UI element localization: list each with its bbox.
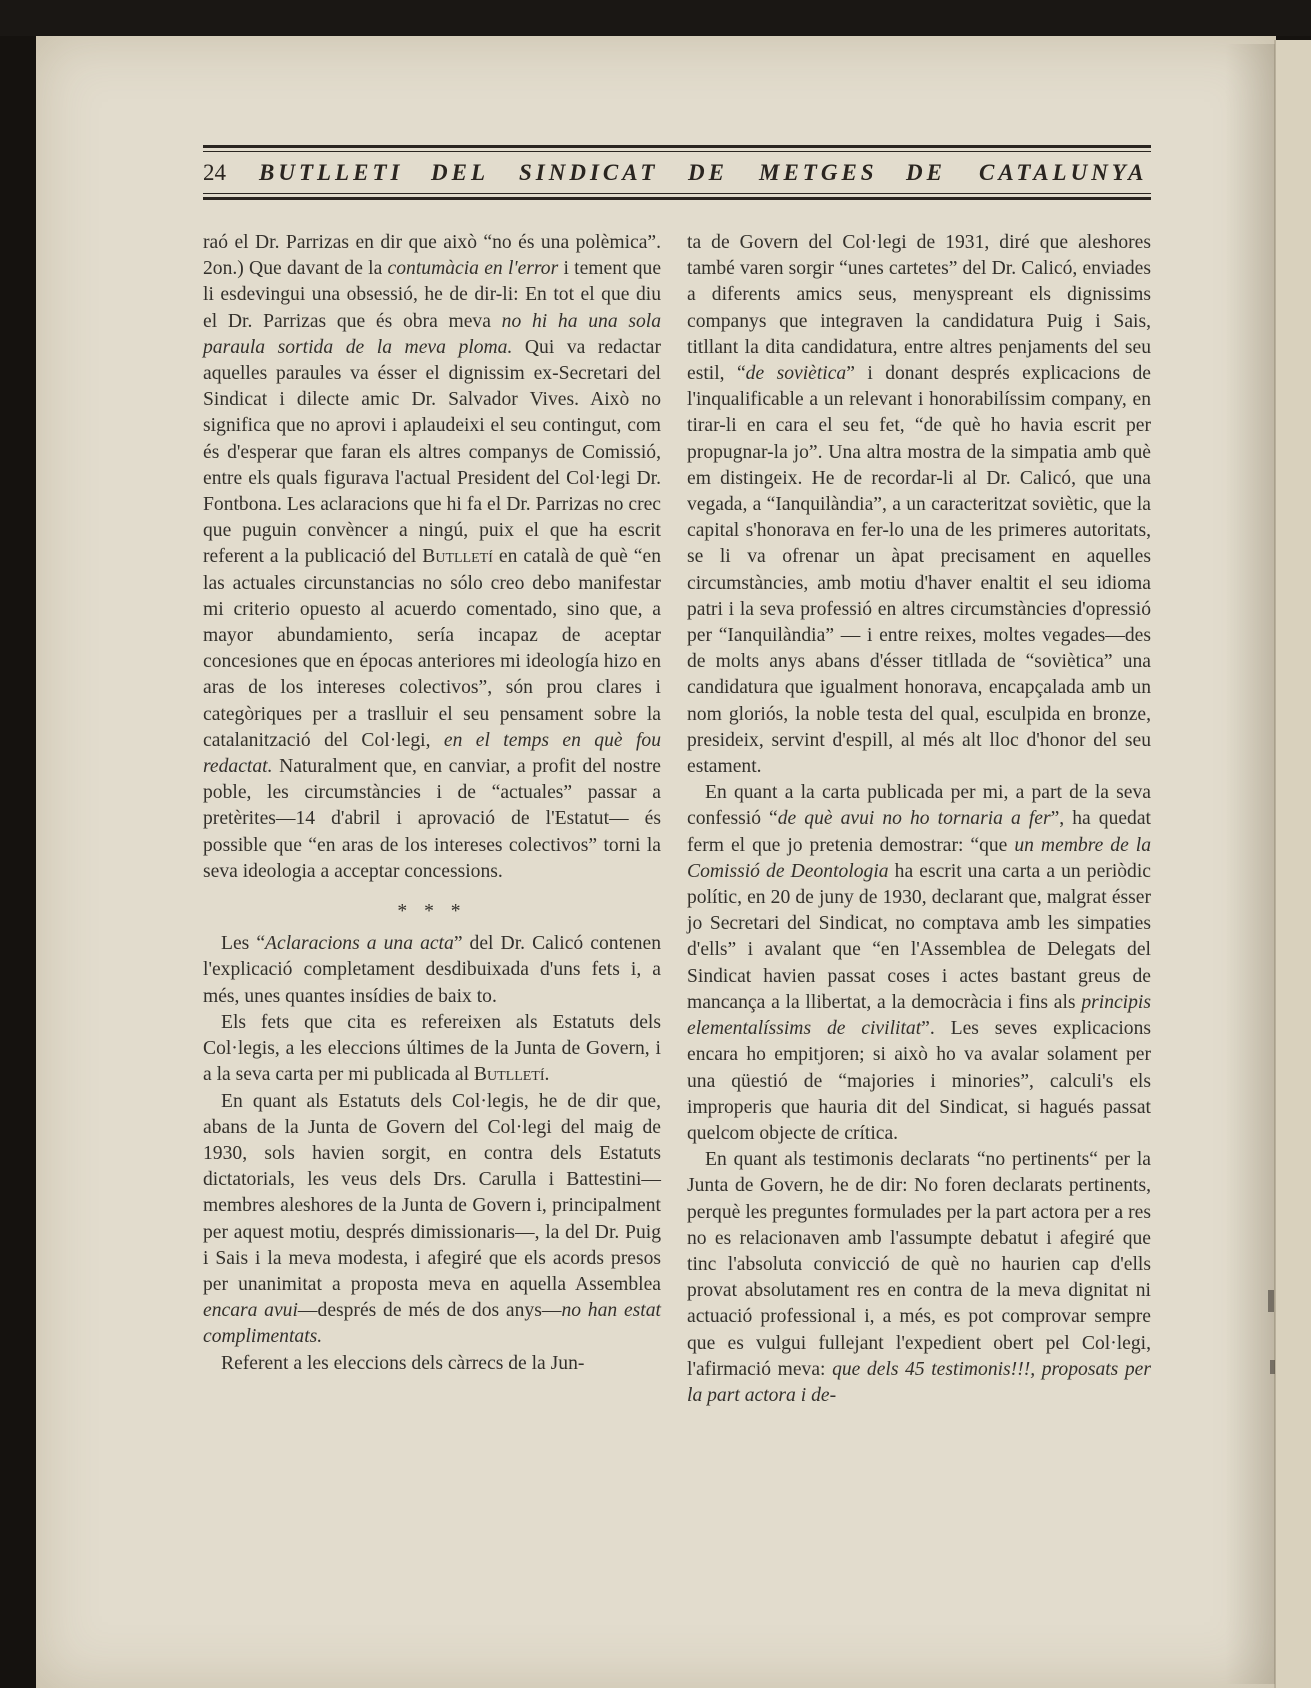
page-number: 24	[203, 160, 226, 185]
header-word-del: DEL	[431, 160, 489, 185]
right-column	[687, 230, 1151, 1409]
next-page-edge	[1274, 40, 1311, 1688]
header-word-catalunya: CATALUNYA	[979, 160, 1148, 185]
right-paragraph-1: ta de Govern del Col·legi de 1931, diré que aleshores també varen sorgir “unes cartetes” del Dr. Calicó, enviades a diferents amics seus, menyspreant els dignissims companys que integraven la candidatura Puig i Sais, titllant la dita candidatura, entre altres penjaments del seu estil, “de soviètica” i donant després explicacions de l'inqualificable a un relevant i honorabilíssim company, en tirar-li en cara el seu fet, “de què ho havia escrit per propugnar-la jo”. Una altra mostra de la simpatia amb què em distingeix. He de recordar-li al Dr. Calicó, que una vegada, a “Ianquilàndia”, a un caracteritzat soviètic, que la capital s'honorava en fer-lo una de les primeres autoritats, se li va ofrenar un àpat precisament en aquelles circumstàncies, amb motiu d'haver enaltit el seu idioma patri i la seva professió en altres circumstàncies d'opressió per “Ianquilàndia” — i entre reixes, moltes vegades—des de molts anys abans d'ésser titllada de “soviètica” una candidatura que igualment honorava, encapçalada amb un nom gloriós, la noble testa del qual, esculpida en bronze, presideix, servint d'espill, al més alt lloc d'honor del seu estament.	[687, 232, 1151, 778]
scan-background-top	[0, 0, 1311, 36]
section-separator: * * *	[397, 901, 467, 923]
left-column	[203, 230, 661, 1377]
header-word-butlleti: BUTLLETI	[259, 160, 404, 185]
left-paragraph-5: Referent a les eleccions dels càrrecs de la Jun-	[221, 1352, 585, 1374]
margin-mark-2	[1270, 1360, 1275, 1374]
right-paragraph-2: En quant a la carta publicada per mi, a part de la seva confessió “de què avui no ho tornaria a fer”, ha quedat ferm el que jo pretenia demostrar: “que un membre de la Comissió de Deontologia ha escrit una carta a un periòdic polític, en 20 de juny de 1930, declarant que, malgrat ésser jo Secretari del Sindicat, no comptava amb les simpaties d'ells” i avalant que “en l'Assemblea de Delegats del Sindicat havien passat coses i actes bastant greus de mancança a la llibertat, a la democràcia i fins als principis elementalíssims de civilitat”. Les seves explicacions encara ho empitjoren; si això ho va avalar solament per una qüestió de “majories i minories”, calculi's els improperis que hauria dit del Sindicat, si hagués passat quelcom objecte de crítica.	[687, 782, 1151, 1144]
header-rule-top-thin	[203, 151, 1151, 152]
left-paragraph-3: Els fets que cita es refereixen als Estatuts dels Col·legis, a les eleccions últimes de la Junta de Govern, i a la seva carta per mi publicada al Butlletí.	[203, 1011, 661, 1086]
right-paragraph-3: En quant als testimonis declarats “no pertinents“ per la Junta de Govern, he de dir: No foren declarats pertinents, perquè les preguntes formulades per la part actora per a res no es relacionaven amb l'assumpte debatut i afegiré que tinc l'absoluta convicció de què no haurien cap d'ells provat absolutament res en contra de la meva dignitat ni actuació professional i, a més, es pot comprovar sempre que es vulgui fullejant l'expedient obert pel Col·legi, l'afirmació meva: que dels 45 testimonis!!!, proposats per la part actora i de-	[687, 1149, 1151, 1406]
header-word-de-1: DE	[688, 160, 728, 185]
header-rule-top-thick	[203, 145, 1151, 148]
page-gutter-shadow	[1225, 44, 1275, 1684]
running-header	[203, 158, 1151, 192]
left-paragraph-4: En quant als Estatuts dels Col·legis, he de dir que, abans de la Junta de Govern del Col·legi del maig de 1930, sols havien sorgit, en contra dels Estatuts dictatorials, les veus dels Drs. Carulla i Battestini—membres aleshores de la Junta de Govern i, principalment per aquest motiu, després dimissionaris—, la del Dr. Puig i Sais i la meva modesta, i afegiré que els acords presos per unanimitat a proposta meva en aquella Assemblea encara avui—després de més de dos anys—no han estat complimentats.	[203, 1090, 661, 1348]
left-paragraph-1: raó el Dr. Parrizas en dir que això “no és una polèmica”. 2on.) Que davant de la contumàcia en l'error i tement que li esdevingui una obsessió, he de dir-li: En tot el que diu el Dr. Parrizas que és obra meva no hi ha una sola paraula sortida de la meva ploma. Qui va redactar aquelles paraules va ésser el dignissim ex-Secretari del Sindicat i dilecte amic Dr. Salvador Vives. Això no significa que no aprovi i aplaudeixi el seu contingut, com és d'esperar que faran els altres companys de Comissió, entre els quals figurava l'actual President del Col·legi Dr. Fontbona. Les aclaracions que hi fa el Dr. Parrizas no crec que puguin convèncer a ningú, puix el que ha escrit referent a la publicació del Butlletí en català de què “en las actuales circunstancias no sólo creo debo manifestar mi criterio opuesto al acuerdo comentado, sino que, a mayor abundamiento, sería incapaz de aceptar concesiones que en épocas anteriores mi ideología hizo en aras de los intereses colectivos”, són prou clares i categòriques per a traslluir el seu pensament sobre la catalanització del Col·legi, en el temps en què fou redactat. Naturalment que, en canviar, a profit del nostre poble, les circumstàncies i de “actuales” passar a pretèrites—14 d'abril i aprovació de l'Estatut— és possible que “en aras de los intereses colectivos” torni la seva ideologia a acceptar concessions.	[203, 232, 662, 882]
left-paragraph-2: Les “Aclaracions a una acta” del Dr. Calicó contenen l'explicació completament desdibuixada d'uns fets i, a més, unes quantes insídies de baix to.	[203, 933, 662, 1007]
margin-mark-1	[1268, 1290, 1274, 1312]
header-rule-bottom-thick	[203, 197, 1151, 200]
header-word-sindicat: SINDICAT	[519, 160, 659, 185]
header-rule-bottom-thin	[203, 193, 1151, 194]
header-word-metges: METGES	[759, 160, 878, 185]
header-word-de-2: DE	[906, 160, 946, 185]
